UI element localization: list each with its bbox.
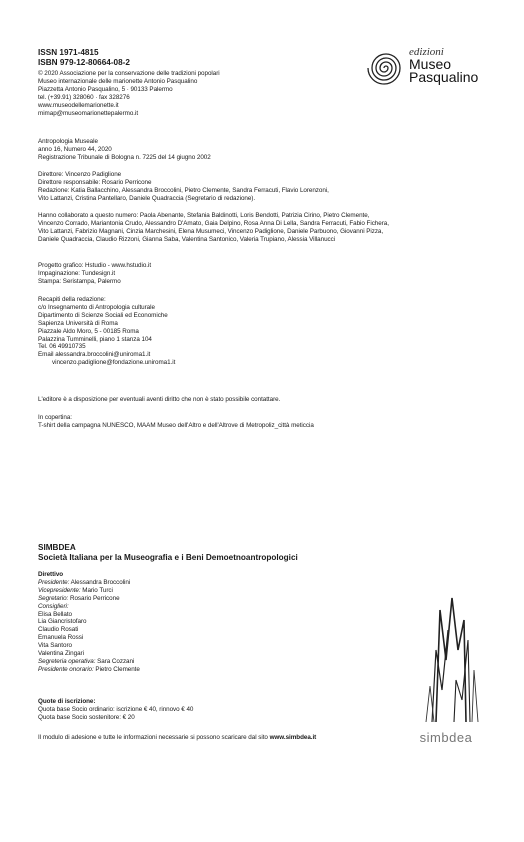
logo-edizioni: edizioni [409, 46, 444, 58]
simbdea-block [38, 543, 298, 562]
simbdea-sketch-icon [406, 590, 486, 730]
cover-block [38, 414, 314, 430]
journal-line: anno 16, Numero 44, 2020 [38, 145, 112, 153]
contributors-line: Hanno collaborato a questo numero: Paola Abenante, Stefania Baldinotti, Loris Bendotti, Patrizia Cirino, Pietro Clemente, [38, 212, 370, 219]
contacts-line: Piazzale Aldo Moro, 5 - 00185 Roma [38, 327, 139, 335]
contributors-line: Daniele Quadraccia, Claudio Rizzoni, Gianna Saba, Valentina Santonico, Valeria Trupiano, Alessia Villanucci [38, 235, 336, 243]
simbdea-name: SIMBDEA [38, 543, 76, 552]
rights-text: L'editore è a disposizione per eventuali aventi diritto che non è stato possibile contattare. [38, 396, 281, 403]
segreteria-value: Sara Cozzani [97, 657, 135, 665]
consigliere: Claudio Rosati [38, 626, 79, 634]
segretario-value: Rosario Perricone [69, 594, 120, 602]
contacts-line: Dipartimento di Scienze Sociali ed Economiche [38, 311, 168, 319]
contributors-block [38, 212, 389, 244]
cover-label: In copertina: [38, 414, 73, 421]
segretario-label: Segretario: [38, 594, 69, 602]
contacts-line: Recapiti della redazione: [38, 296, 106, 303]
graphics-line: Stampa: Seristampa, Palermo [38, 277, 121, 285]
journal-line: Antropologia Museale [38, 138, 98, 145]
footer-line [38, 734, 316, 742]
consigliere: Emanuela Rossi [38, 634, 84, 642]
publisher-line: tel. (+39.91) 328060 · fax 328276 [38, 93, 130, 101]
publisher-email: mimap@museomarionettepalermo.it [38, 109, 139, 117]
isbn-block [38, 48, 130, 67]
simbdea-full-name: Società Italiana per la Museografia e i Beni Demoetnoantropologici [38, 552, 298, 562]
publisher-line: © 2020 Associazione per la conservazione delle tradizioni popolari [38, 70, 220, 77]
consiglieri-label: Consiglieri: [38, 602, 69, 610]
isbn-text: ISBN 979-12-80664-08-2 [38, 57, 130, 67]
presidente-value: Alessandra Broccolini [70, 578, 131, 586]
presidente-row [38, 579, 140, 587]
vice-row [38, 587, 140, 595]
publisher-line: Piazzetta Antonio Pasqualino, 5 · 90133 Palermo [38, 85, 173, 93]
spiral-logo-icon [366, 48, 406, 88]
contacts-email-2: vincenzo.padiglione@fondazione.uniroma1.it [52, 359, 176, 367]
direttivo-heading: Direttivo [38, 571, 64, 578]
direction-block [38, 171, 329, 203]
simbdea-logo [406, 590, 486, 750]
segretario-row [38, 595, 140, 603]
vice-value: Mario Turci [82, 586, 113, 594]
publisher-block [38, 70, 220, 117]
presidente-label: Presidente: [38, 578, 70, 586]
consigliere: Lia Giancristofaro [38, 618, 87, 626]
graphics-line: Progetto grafico: Hstudio - www.hstudio.it [38, 262, 152, 269]
publisher-website: www.museodellemarionette.it [38, 101, 119, 109]
quote-line: Quota base Socio sostenitore: € 20 [38, 713, 135, 721]
onorario-label: Presidente onorario: [38, 665, 94, 673]
simbdea-direttivo [38, 571, 140, 674]
segreteria-label: Segreteria operativa: [38, 657, 96, 665]
journal-block [38, 138, 211, 162]
onorario-value: Pietro Clemente [95, 665, 140, 673]
consigliere: Elisa Bellato [38, 610, 73, 618]
logo-pasqualino: Pasqualino [409, 69, 479, 85]
quote-line: Quota base Socio ordinario: iscrizione € 40, rinnovo € 40 [38, 705, 194, 713]
simbdea-logo-text: simbdea [419, 730, 473, 745]
contacts-phone: Tel. 06 49910735 [38, 343, 86, 351]
rights-block [38, 396, 280, 404]
vice-label: Vicepresidente: [38, 586, 81, 594]
graphics-block [38, 262, 151, 286]
museo-pasqualino-logo [366, 46, 516, 90]
publisher-line: Museo internazionale delle marionette Antonio Pasqualino [38, 77, 198, 85]
simbdea-quote [38, 698, 193, 722]
contacts-line: Sapienza Università di Roma [38, 319, 118, 327]
journal-line: Registrazione Tribunale di Bologna n. 7225 del 14 giugno 2002 [38, 153, 211, 161]
simbdea-footer [38, 734, 316, 742]
direction-line: Direttore: Vincenzo Padiglione [38, 171, 122, 178]
contacts-line: Palazzina Tumminelli, piano 1 stanza 104 [38, 335, 152, 343]
consigliere: Valentina Zingari [38, 650, 84, 658]
contributors-line: Vincenzo Corrado, Mariantonia Crudo, Alessandro D'Amato, Gaia Delpino, Rosa Anna Di Lella, Sandra Ferracuti, Fabio Fichera, [38, 219, 389, 227]
segreteria-row [38, 658, 140, 666]
contacts-line: c/o Insegnamento di Antropologia culturale [38, 303, 155, 311]
direction-line: Redazione: Katia Ballacchino, Alessandra Broccolini, Pietro Clemente, Sandra Ferracuti, Flavio Lorenzoni, [38, 186, 329, 194]
contacts-block [38, 296, 175, 367]
contacts-email: Email alessandra.broccolini@uniroma1.it [38, 351, 151, 359]
contributors-line: Vito Lattanzi, Fabrizio Magnani, Cinzia Marchesini, Elena Musumeci, Vincenzo Padiglione, Daniele Parbuono, Giovanni Pizza, [38, 227, 384, 235]
footer-website-link[interactable]: www.simbdea.it [269, 734, 317, 741]
issn-text: ISSN 1971-4815 [38, 48, 99, 57]
consigliere: Vita Santoro [38, 642, 72, 650]
cover-text: T-shirt della campagna NUNESCO, MAAM Museo dell'Altro e dell'Altrove di Metropoliz_città meticcia [38, 421, 314, 429]
logo-museo: Museo [409, 56, 452, 72]
direction-line: Vito Lattanzi, Cristina Pantellaro, Daniele Quadraccia (Segretario di redazione). [38, 194, 256, 202]
onorario-row [38, 666, 140, 674]
direction-line: Direttore responsabile: Rosario Perricone [38, 178, 152, 186]
graphics-line: Impaginazione: Tundesign.it [38, 269, 116, 277]
quote-heading: Quote di iscrizione: [38, 698, 96, 705]
footer-text: Il modulo di adesione e tutte le informazioni necessarie si possono scaricare dal sito [38, 734, 270, 741]
